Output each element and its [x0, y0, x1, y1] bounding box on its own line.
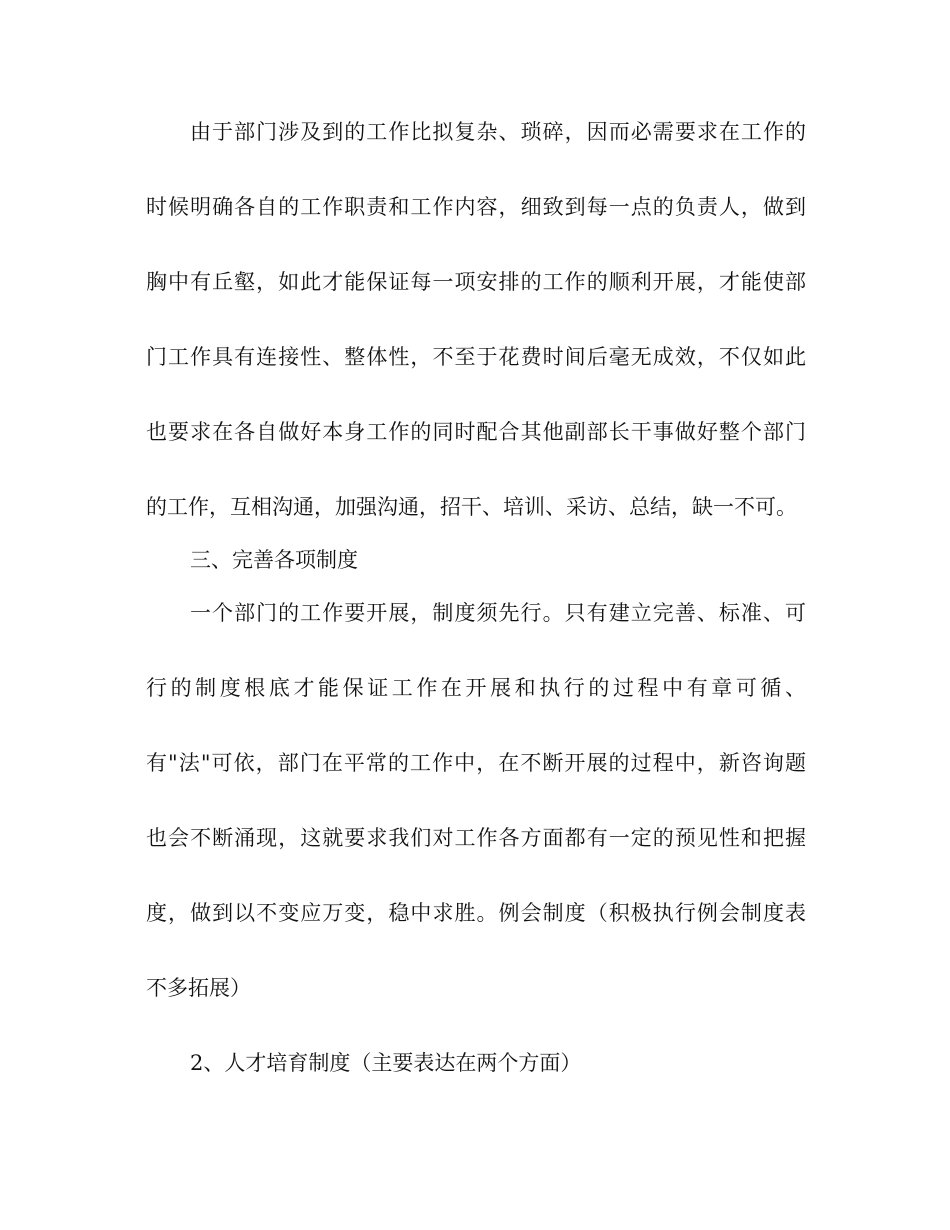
paragraph-line: 门工作具有连接性、整体性，不至于花费时间后毫无成效，不仅如此 — [146, 345, 806, 369]
paragraph-line: 度，做到以不变应万变，稳中求胜。例会制度（积极执行例会制度表 — [146, 901, 806, 925]
paragraph-line: 胸中有丘壑，如此才能保证每一项安排的工作的顺利开展，才能使部 — [146, 270, 806, 294]
document-body — [146, 120, 806, 1075]
paragraph-line: 的工作，互相沟通，加强沟通，招干、培训、采访、总结，缺一不可。 — [146, 495, 797, 519]
paragraph-line: 有"法"可依，部门在平常的工作中，在不断开展的过程中，新咨询题 — [146, 751, 806, 775]
subsection-heading: 2、人才培育制度（主要表达在两个方面） — [190, 1051, 582, 1075]
section-heading: 三、完善各项制度 — [190, 548, 358, 572]
paragraph-line: 一个部门的工作要开展，制度须先行。只有建立完善、标准、可 — [190, 601, 806, 625]
paragraph-line: 由于部门涉及到的工作比拟复杂、琐碎，因而必需要求在工作的 — [190, 120, 806, 144]
paragraph-line: 也会不断涌现，这就要求我们对工作各方面都有一定的预见性和把握 — [146, 826, 806, 850]
paragraph-line: 时候明确各自的工作职责和工作内容，细致到每一点的负责人，做到 — [146, 195, 806, 219]
paragraph-line: 行的制度根底才能保证工作在开展和执行的过程中有章可循、 — [146, 676, 806, 700]
paragraph-line: 不多拓展） — [146, 976, 251, 1000]
paragraph-line: 也要求在各自做好本身工作的同时配合其他副部长干事做好整个部门 — [146, 420, 806, 444]
